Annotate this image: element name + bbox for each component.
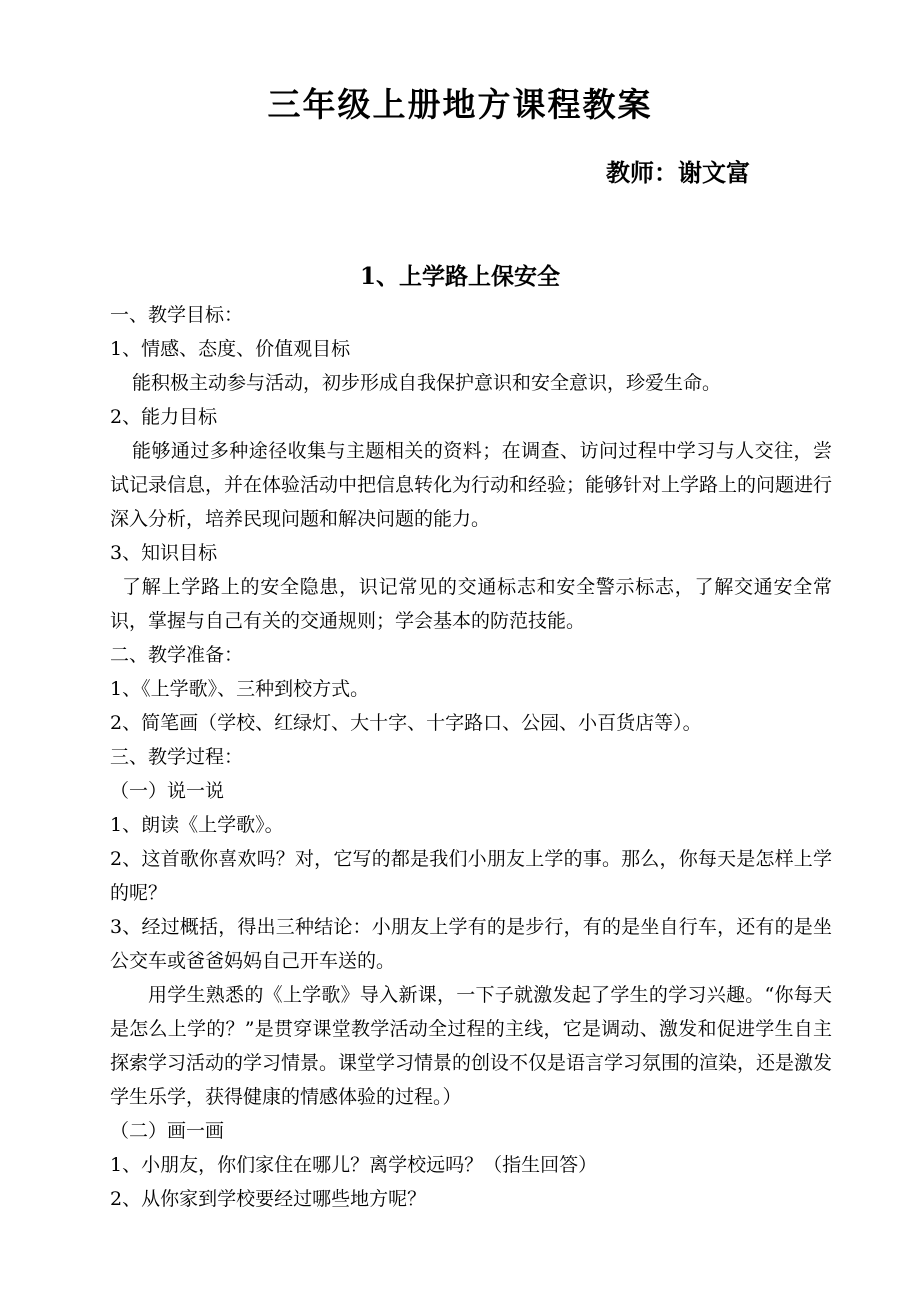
preparation-item-1: 1、《上学歌》、三种到校方式。 xyxy=(110,678,370,700)
process-part-1-heading: （一）说一说 xyxy=(110,780,225,802)
document-title: 三年级上册地方课程教案 xyxy=(267,85,653,124)
teacher-name: 教师：谢文富 xyxy=(606,158,750,187)
attitude-goal-text: 能积极主动参与活动，初步形成自我保护意识和安全意识，珍爱生命。 xyxy=(132,372,722,394)
ability-goal-text: 能够通过多种途径收集与主题相关的资料；在调查、访问过程中学习与人交往，尝试记录信息，并在体验活动中把信息转化为行动和经验；能够针对上学路上的问题进行深入分析，培养民现问题和解决问题的能力。 xyxy=(110,440,833,530)
process-part-1-item-3: 3、经过概括，得出三种结论：小朋友上学有的是步行，有的是坐自行车，还有的是坐公交车或爸爸妈妈自己开车送的。 xyxy=(110,916,832,972)
process-part-2-item-2: 2、从你家到学校要经过哪些地方呢？ xyxy=(110,1188,427,1210)
lesson-body xyxy=(110,298,832,1216)
subheading-ability-goal: 2、能力目标 xyxy=(110,406,218,428)
lesson-title: 1、上学路上保安全 xyxy=(359,263,560,290)
section-heading-preparation: 二、教学准备： xyxy=(110,644,244,666)
process-part-2-item-1: 1、小朋友，你们家住在哪儿？离学校远吗？（指生回答） xyxy=(110,1154,598,1176)
process-part-1-item-1: 1、朗读《上学歌》。 xyxy=(110,814,284,836)
section-heading-objectives: 一、教学目标： xyxy=(110,304,244,326)
knowledge-goal-text: 了解上学路上的安全隐患，识记常见的交通标志和安全警示标志，了解交通安全常识，掌握与自己有关的交通规则；学会基本的防范技能。 xyxy=(110,576,832,632)
section-heading-process: 三、教学过程： xyxy=(110,746,244,768)
process-part-2-heading: （二）画一画 xyxy=(110,1120,225,1142)
process-part-1-note: 用学生熟悉的《上学歌》导入新课，一下子就激发起了学生的学习兴趣。“你每天是怎么上学的？”是贯穿课堂教学活动全过程的主线，它是调动、激发和促进学生自主探索学习活动的学习情景。课堂学习情景的创设不仅是语言学习氛围的渲染，还是激发学生乐学，获得健康的情感体验的过程。） xyxy=(110,984,833,1108)
subheading-knowledge-goal: 3、知识目标 xyxy=(110,542,218,564)
process-part-1-item-2: 2、这首歌你喜欢吗？对，它写的都是我们小朋友上学的事。那么，你每天是怎样上学的呢？ xyxy=(110,848,832,904)
preparation-item-2: 2、简笔画（学校、红绿灯、大十字、十字路口、公园、小百货店等）。 xyxy=(110,712,702,734)
subheading-attitude-goal: 1、情感、态度、价值观目标 xyxy=(110,338,351,360)
